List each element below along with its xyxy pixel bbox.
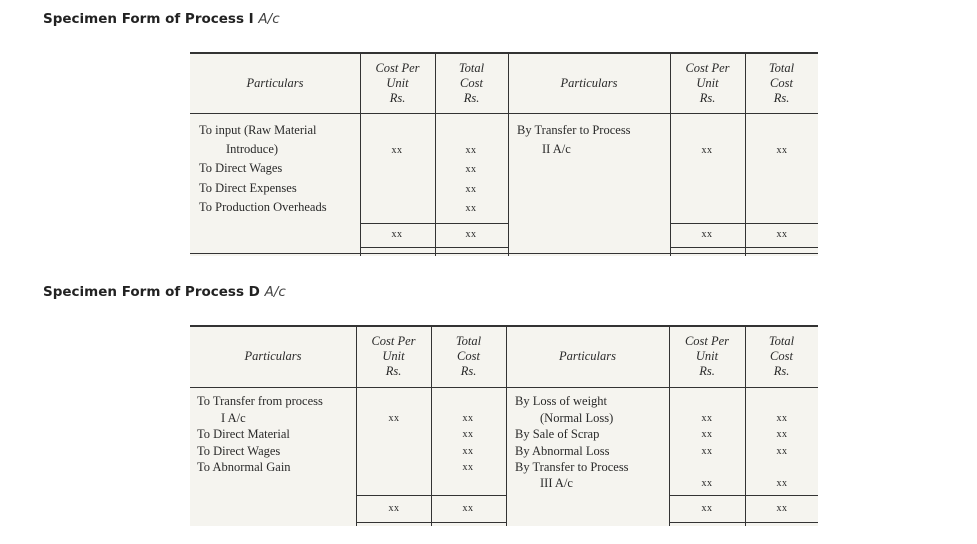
credit-row: II A/c	[542, 142, 571, 156]
credit-row: By Transfer to Process	[515, 460, 629, 474]
total-cost-total: xx	[465, 229, 477, 240]
header-line: Rs.	[699, 91, 716, 105]
total-cost-value: xx	[465, 184, 477, 195]
total-cost-total: xx	[776, 503, 788, 514]
cost-per-unit-value: xx	[701, 429, 713, 440]
header-line: Cost	[770, 76, 793, 90]
right-total-bottom-rule	[669, 522, 818, 523]
debit-row: To Direct Wages	[199, 161, 283, 175]
header-line: Total	[455, 334, 482, 348]
right-total-rule	[670, 223, 818, 224]
header-cost-per-unit-left	[360, 61, 435, 106]
header-total-cost-left	[431, 334, 506, 379]
header-total-cost-right	[745, 334, 818, 379]
header-line: Total	[458, 61, 485, 75]
total-cost-value: xx	[465, 203, 477, 214]
header-line: Cost Per	[685, 61, 730, 75]
left-total-bottom-rule	[360, 247, 508, 248]
total-cost-value: xx	[462, 429, 474, 440]
total-cost-value: xx	[465, 164, 477, 175]
header-rule	[190, 387, 818, 388]
total-cost-value: xx	[462, 413, 474, 424]
section-2-title-suffix: A/c	[264, 284, 286, 300]
header-line: Rs.	[460, 364, 477, 378]
cost-per-unit-value: xx	[701, 478, 713, 489]
section-1-title	[43, 11, 280, 27]
table-bottom-rule	[190, 253, 818, 254]
table-top-rule	[190, 325, 818, 327]
total-cost-value: xx	[776, 478, 788, 489]
table-top-rule	[190, 52, 818, 54]
cost-per-unit-total: xx	[701, 503, 713, 514]
debit-row: To Direct Expenses	[199, 181, 297, 195]
cost-per-unit-value: xx	[391, 145, 403, 156]
header-line: Unit	[696, 76, 719, 90]
debit-row: To Transfer from process	[197, 394, 323, 408]
cost-per-unit-total: xx	[701, 229, 713, 240]
header-line: Cost Per	[375, 61, 420, 75]
cost-per-unit-value: xx	[701, 145, 713, 156]
process-1-account-table	[190, 52, 818, 256]
debit-row: To Abnormal Gain	[197, 460, 291, 474]
debit-row: I A/c	[221, 411, 246, 425]
total-cost-value: xx	[776, 413, 788, 424]
header-cost-per-unit-right	[669, 334, 745, 379]
header-particulars-left: Particulars	[244, 349, 302, 363]
header-line: Cost Per	[371, 334, 416, 348]
total-cost-value: xx	[462, 446, 474, 457]
cost-per-unit-total: xx	[388, 503, 400, 514]
section-2-title-text: Specimen Form of Process D	[43, 284, 260, 300]
credit-row: By Sale of Scrap	[515, 427, 600, 441]
total-cost-total: xx	[462, 503, 474, 514]
header-line: Cost Per	[684, 334, 730, 348]
header-line: Cost	[457, 349, 480, 363]
credit-row: By Abnormal Loss	[515, 444, 610, 458]
header-line: Rs.	[773, 91, 790, 105]
debit-row: To Production Overheads	[199, 200, 327, 214]
header-line: Unit	[695, 349, 719, 363]
header-total-cost-left	[435, 61, 508, 106]
header-particulars-left: Particulars	[246, 76, 304, 90]
header-line: Rs.	[389, 91, 406, 105]
process-d-account-table	[190, 325, 818, 526]
header-line: Rs.	[463, 91, 480, 105]
total-cost-value: xx	[776, 446, 788, 457]
total-cost-value: xx	[776, 145, 788, 156]
credit-row: III A/c	[540, 476, 573, 490]
right-total-rule	[669, 495, 818, 496]
credit-row: By Loss of weight	[515, 394, 608, 408]
header-total-cost-right	[745, 61, 818, 106]
cost-per-unit-value: xx	[701, 446, 713, 457]
debit-row: To Direct Wages	[197, 444, 281, 458]
left-total-rule	[360, 223, 508, 224]
credit-row: (Normal Loss)	[540, 411, 614, 425]
header-line: Unit	[386, 76, 409, 90]
header-line: Total	[768, 334, 795, 348]
section-2-title	[43, 284, 286, 300]
cost-per-unit-value: xx	[388, 413, 400, 424]
header-line: Cost	[460, 76, 483, 90]
total-cost-total: xx	[776, 229, 788, 240]
header-line: Rs.	[773, 364, 790, 378]
debit-row: To input (Raw Material	[199, 123, 317, 137]
total-cost-value: xx	[462, 462, 474, 473]
header-particulars-right: Particulars	[560, 76, 618, 90]
total-cost-value: xx	[465, 145, 477, 156]
header-particulars-right: Particulars	[559, 349, 616, 363]
total-cost-value: xx	[776, 429, 788, 440]
header-rule	[190, 113, 818, 114]
credit-row: By Transfer to Process	[517, 123, 631, 137]
section-1-title-text: Specimen Form of Process I	[43, 11, 254, 27]
header-cost-per-unit-left	[356, 334, 431, 379]
debit-row: Introduce)	[226, 142, 279, 156]
right-total-bottom-rule	[670, 247, 818, 248]
section-1-title-suffix: A/c	[258, 11, 280, 27]
cost-per-unit-value: xx	[701, 413, 713, 424]
debit-row: To Direct Material	[197, 427, 290, 441]
header-line: Unit	[382, 349, 405, 363]
cost-per-unit-total: xx	[391, 229, 403, 240]
header-line: Total	[768, 61, 795, 75]
header-line: Rs.	[699, 364, 715, 378]
header-line: Cost	[770, 349, 793, 363]
header-line: Rs.	[385, 364, 402, 378]
header-cost-per-unit-right	[670, 61, 745, 106]
